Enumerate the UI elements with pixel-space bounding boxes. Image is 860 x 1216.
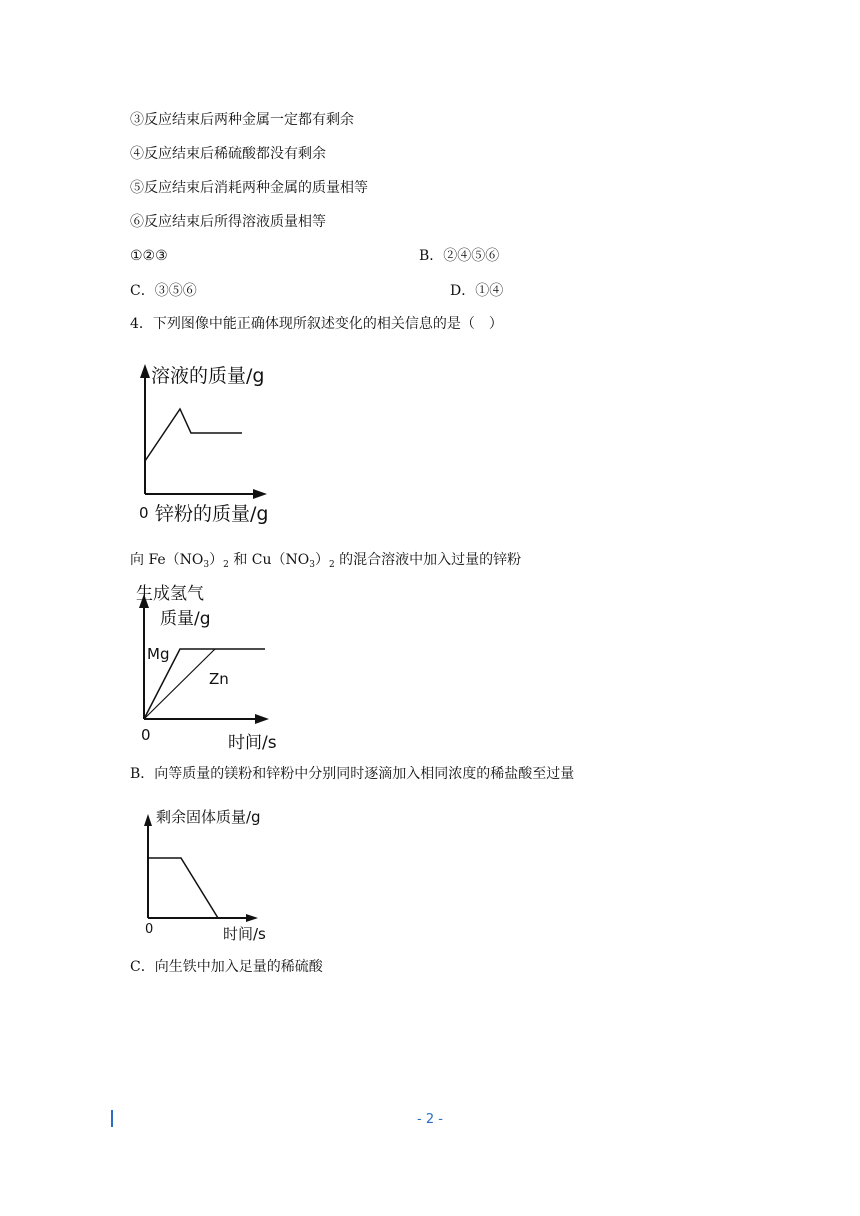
graph-c-xlabel: 时间/s xyxy=(223,925,266,943)
graph-c-y-arrow xyxy=(144,814,152,826)
options-row-2 xyxy=(130,281,730,301)
graph-a xyxy=(125,360,285,530)
graph-a-caption: 向 $Fe(NO_3)_2$ 和 $Cu(NO_3)_2$ 的混合溶液中加入过量的锌粉 xyxy=(130,552,522,570)
option-c: C．③⑤⑥ xyxy=(130,283,197,299)
graph-b-mg-label: Mg xyxy=(147,645,170,663)
graph-a-y-arrow xyxy=(140,364,150,378)
graph-a-curve xyxy=(145,409,242,461)
option-d: D．①④ xyxy=(450,283,504,299)
statement-4: ④反应结束后稀硫酸都没有剩余 xyxy=(130,146,326,162)
options-row-1 xyxy=(130,246,730,266)
graph-b-x-arrow xyxy=(255,714,269,724)
statement-3: ③反应结束后两种金属一定都有剩余 xyxy=(130,112,354,128)
page-number: - 2 - xyxy=(417,1112,443,1127)
graph-b-ylabel-2: 质量/g xyxy=(160,609,211,629)
graph-b-zn-label: Zn xyxy=(209,670,229,688)
option-a: ①②③ xyxy=(130,248,168,264)
statement-5: ⑤反应结束后消耗两种金属的质量相等 xyxy=(130,180,368,196)
statement-6: ⑥反应结束后所得溶液质量相等 xyxy=(130,214,326,230)
graph-a-ylabel: 溶液的质量/g xyxy=(151,365,265,387)
graph-c-ylabel: 剩余固体质量/g xyxy=(156,808,261,826)
graph-c-curve xyxy=(148,858,218,918)
graph-a-origin: 0 xyxy=(139,504,149,522)
graph-a-x-arrow xyxy=(253,489,267,499)
graph-b-ylabel-1: 生成氢气 xyxy=(136,584,204,604)
graph-b-xlabel: 时间/s xyxy=(228,733,277,753)
graph-c-origin: 0 xyxy=(145,922,154,937)
graph-c xyxy=(128,802,288,952)
graph-c-x-arrow xyxy=(246,914,258,922)
graph-b-caption: B．向等质量的镁粉和锌粉中分别同时逐滴加入相同浓度的稀盐酸至过量 xyxy=(130,766,575,782)
graph-a-xlabel: 锌粉的质量/g xyxy=(155,503,269,525)
graph-c-caption: C．向生铁中加入足量的稀硫酸 xyxy=(130,959,323,975)
option-b: B．②④⑤⑥ xyxy=(419,248,500,264)
graph-b-origin: 0 xyxy=(141,726,151,744)
question-4-text: 4．下列图像中能正确体现所叙述变化的相关信息的是（ ） xyxy=(130,316,503,332)
graph-b xyxy=(125,578,295,758)
